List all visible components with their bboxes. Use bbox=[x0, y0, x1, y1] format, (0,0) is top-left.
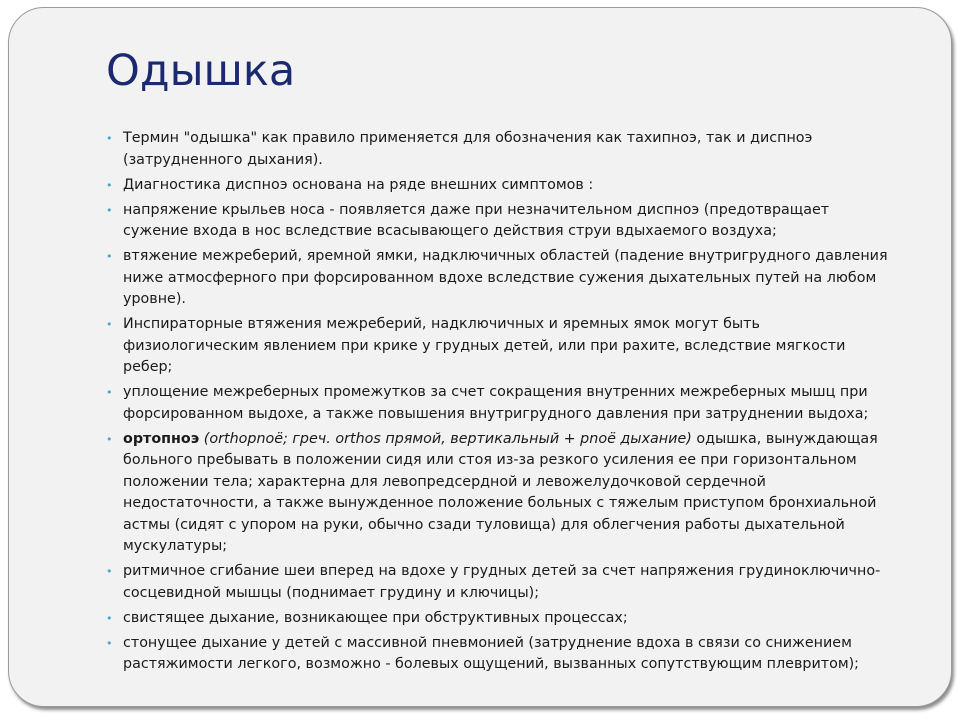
bullet-text: Инспираторные втяжения межреберий, надключичных и яремных ямок могут быть физиологическим явлением при крике у грудных детей, или при рахите, вследствие мягкости ребер; bbox=[123, 316, 846, 375]
bullet-icon: • bbox=[106, 250, 113, 263]
bullet-item bbox=[106, 128, 896, 171]
bullet-item bbox=[106, 200, 896, 243]
term-definition: одышка, вынуждающая больного пребывать в положении сидя или стоя из-за резкого усиления ее при горизонтальном положении тела; характерна для левопредсердной и левожелудочковой сердечной недостаточности, а также вынужденное положение больных с тяжелым приступом бронхиальной астмы (сидят с упором на руки, обычно сзади туловища) для облегчения работы дыхательной мускулатуры; bbox=[123, 430, 878, 554]
bullet-icon: • bbox=[106, 636, 113, 650]
bullet-item bbox=[106, 314, 896, 379]
bullet-item bbox=[106, 633, 896, 676]
bullet-text: ритмичное сгибание шеи вперед на вдохе у грудных детей за счет напряжения грудиноключично-сосцевидной мышцы (поднимает грудину и ключицы); bbox=[123, 563, 881, 601]
bullet-icon: • bbox=[106, 318, 113, 331]
bullet-list bbox=[106, 128, 896, 679]
bullet-item bbox=[106, 382, 896, 425]
bullet-text: уплощение межреберных промежутков за счет сокращения внутренних межреберных мышц при форсированном выдохе, а также повышения внутригрудного давления при затруднении выдоха; bbox=[123, 384, 869, 422]
bullet-icon: • bbox=[106, 611, 113, 625]
bullet-text: напряжение крыльев носа - появляется даже при незначительном диспноэ (предотвращает сужение входа в нос вследствие всасывающего действия струи вдыхаемого воздуха; bbox=[123, 201, 830, 239]
bullet-text: стонущее дыхание у детей с массивной пневмонией (затруднение вдоха в связи со снижением растяжимости легкого, возможно - болевых ощущений, вызванных сопутствующим плевритом); bbox=[123, 634, 859, 672]
term-orthopnoe: ортопноэ bbox=[123, 430, 200, 447]
bullet-icon: • bbox=[106, 432, 113, 446]
bullet-item bbox=[106, 561, 896, 604]
bullet-icon: • bbox=[106, 386, 113, 399]
bullet-text: втяжение межреберий, яремной ямки, надключичных областей (падение внутригрудного давления ниже атмосферного при форсированном вдохе вследствие сужения дыхательных путей на любом уровне). bbox=[123, 248, 888, 307]
bullet-item bbox=[106, 246, 896, 311]
bullet-text: Диагностика диспноэ основана на ряде внешних симптомов : bbox=[123, 176, 594, 193]
bullet-icon: • bbox=[106, 565, 113, 578]
slide-title: Одышка bbox=[106, 46, 296, 96]
bullet-text: свистящее дыхание, возникающее при обструктивных процессах; bbox=[123, 609, 628, 626]
bullet-text: Термин "одышка" как правило применяется для обозначения как тахипноэ, так и диспноэ (затрудненного дыхания). bbox=[123, 130, 813, 168]
bullet-icon: • bbox=[106, 203, 113, 217]
slide-frame bbox=[8, 7, 952, 707]
bullet-item bbox=[106, 175, 896, 197]
term-etymology: (orthopnoё; греч. orthos прямой, вертикальный + pnoё дыхание) bbox=[199, 430, 692, 447]
bullet-icon: • bbox=[106, 178, 113, 192]
bullet-item bbox=[106, 608, 896, 630]
bullet-icon: • bbox=[106, 132, 113, 145]
bullet-item-orthopnoe bbox=[106, 429, 896, 558]
